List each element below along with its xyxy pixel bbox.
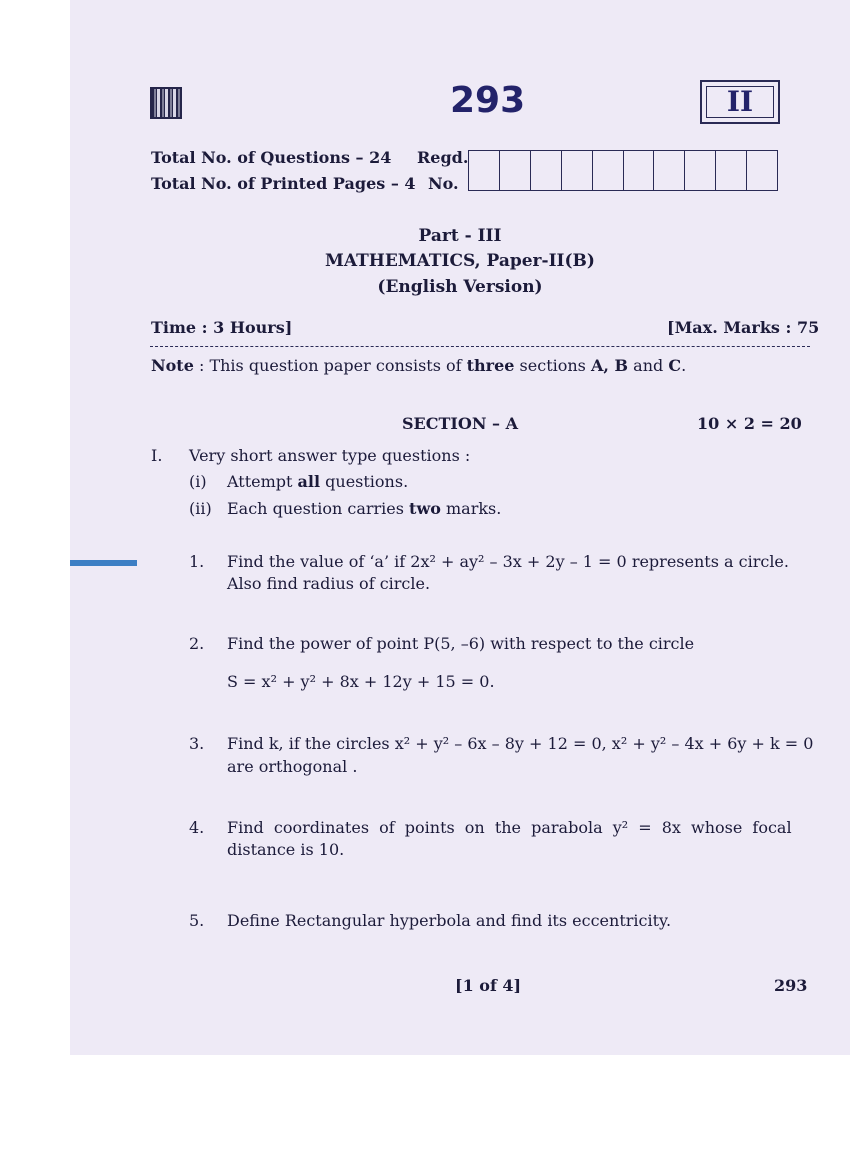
regd-box xyxy=(747,151,777,190)
version-title: (English Version) xyxy=(377,277,543,297)
question-number: 1. xyxy=(189,552,205,571)
subject-title: MATHEMATICS, Paper-II(B) xyxy=(325,251,595,271)
regd-box xyxy=(716,151,747,190)
regd-box xyxy=(593,151,624,190)
rule-bold: two xyxy=(409,499,441,518)
rule-text: marks. xyxy=(440,499,502,518)
regd-box xyxy=(654,151,685,190)
rule-text: Attempt xyxy=(227,472,298,491)
note-text: and xyxy=(628,356,669,375)
question-text: Find coordinates of points on the parabola y² = 8x whose focal xyxy=(227,818,792,837)
note-text: sections xyxy=(514,356,591,375)
rule-text: Each question carries xyxy=(227,499,410,518)
rule-2 xyxy=(227,499,501,518)
regd-number-boxes xyxy=(468,150,778,191)
question-text: are orthogonal . xyxy=(227,757,358,776)
question-number: 4. xyxy=(189,818,205,837)
rule-bold: all xyxy=(297,472,321,491)
regd-label: Regd. xyxy=(417,148,469,167)
divider xyxy=(150,346,810,347)
question-number: 2. xyxy=(189,634,205,653)
note-text: : This question paper consists of xyxy=(193,356,467,375)
section-marks: 10 × 2 = 20 xyxy=(697,414,802,433)
footer-code: 293 xyxy=(774,976,808,995)
section-roman: I. xyxy=(151,446,163,465)
question-number: 3. xyxy=(189,734,205,753)
set-label-box xyxy=(700,80,780,124)
paper-code: 293 xyxy=(450,80,526,121)
note xyxy=(151,356,686,375)
note-label: Note xyxy=(151,356,194,375)
regd-box xyxy=(469,151,500,190)
qr-code-icon xyxy=(150,87,182,119)
rule-number: (i) xyxy=(189,472,207,491)
regd-box xyxy=(531,151,562,190)
question-text: distance is 10. xyxy=(227,840,345,859)
time-label: Time : 3 Hours] xyxy=(151,318,293,337)
question-text: S = x² + y² + 8x + 12y + 15 = 0. xyxy=(227,672,495,691)
note-sections: A, B xyxy=(590,356,629,375)
note-section-c: C xyxy=(668,356,682,375)
page-indicator: [1 of 4] xyxy=(455,976,522,995)
rule-number: (ii) xyxy=(189,499,212,518)
regd-box xyxy=(685,151,716,190)
regd-box xyxy=(500,151,531,190)
regd-box xyxy=(562,151,593,190)
rule-1 xyxy=(227,472,408,491)
max-marks-label: [Max. Marks : 75 xyxy=(667,318,820,337)
question-text: Find k, if the circles x² + y² – 6x – 8y + 12 = 0, x² + y² – 4x + 6y + k = 0 xyxy=(227,734,814,753)
section-title: SECTION – A xyxy=(402,414,518,433)
margin-marker xyxy=(70,560,137,566)
note-text: . xyxy=(681,356,687,375)
question-text: Also find radius of circle. xyxy=(227,574,431,593)
total-questions: Total No. of Questions – 24 xyxy=(151,148,392,167)
question-text: Define Rectangular hyperbola and find its eccentricity. xyxy=(227,911,672,930)
set-label: II xyxy=(706,86,774,118)
note-bold: three xyxy=(466,356,515,375)
question-number: 5. xyxy=(189,911,205,930)
question-text: Find the power of point P(5, –6) with respect to the circle xyxy=(227,634,695,653)
regd-box xyxy=(624,151,655,190)
regd-no-label: No. xyxy=(428,174,459,193)
section-instruction: Very short answer type questions : xyxy=(189,446,471,465)
part-title: Part - III xyxy=(418,226,502,246)
question-text: Find the value of ‘a’ if 2x² + ay² – 3x + 2y – 1 = 0 represents a circle. xyxy=(227,552,789,571)
total-pages: Total No. of Printed Pages – 4 xyxy=(151,174,416,193)
rule-text: questions. xyxy=(320,472,409,491)
